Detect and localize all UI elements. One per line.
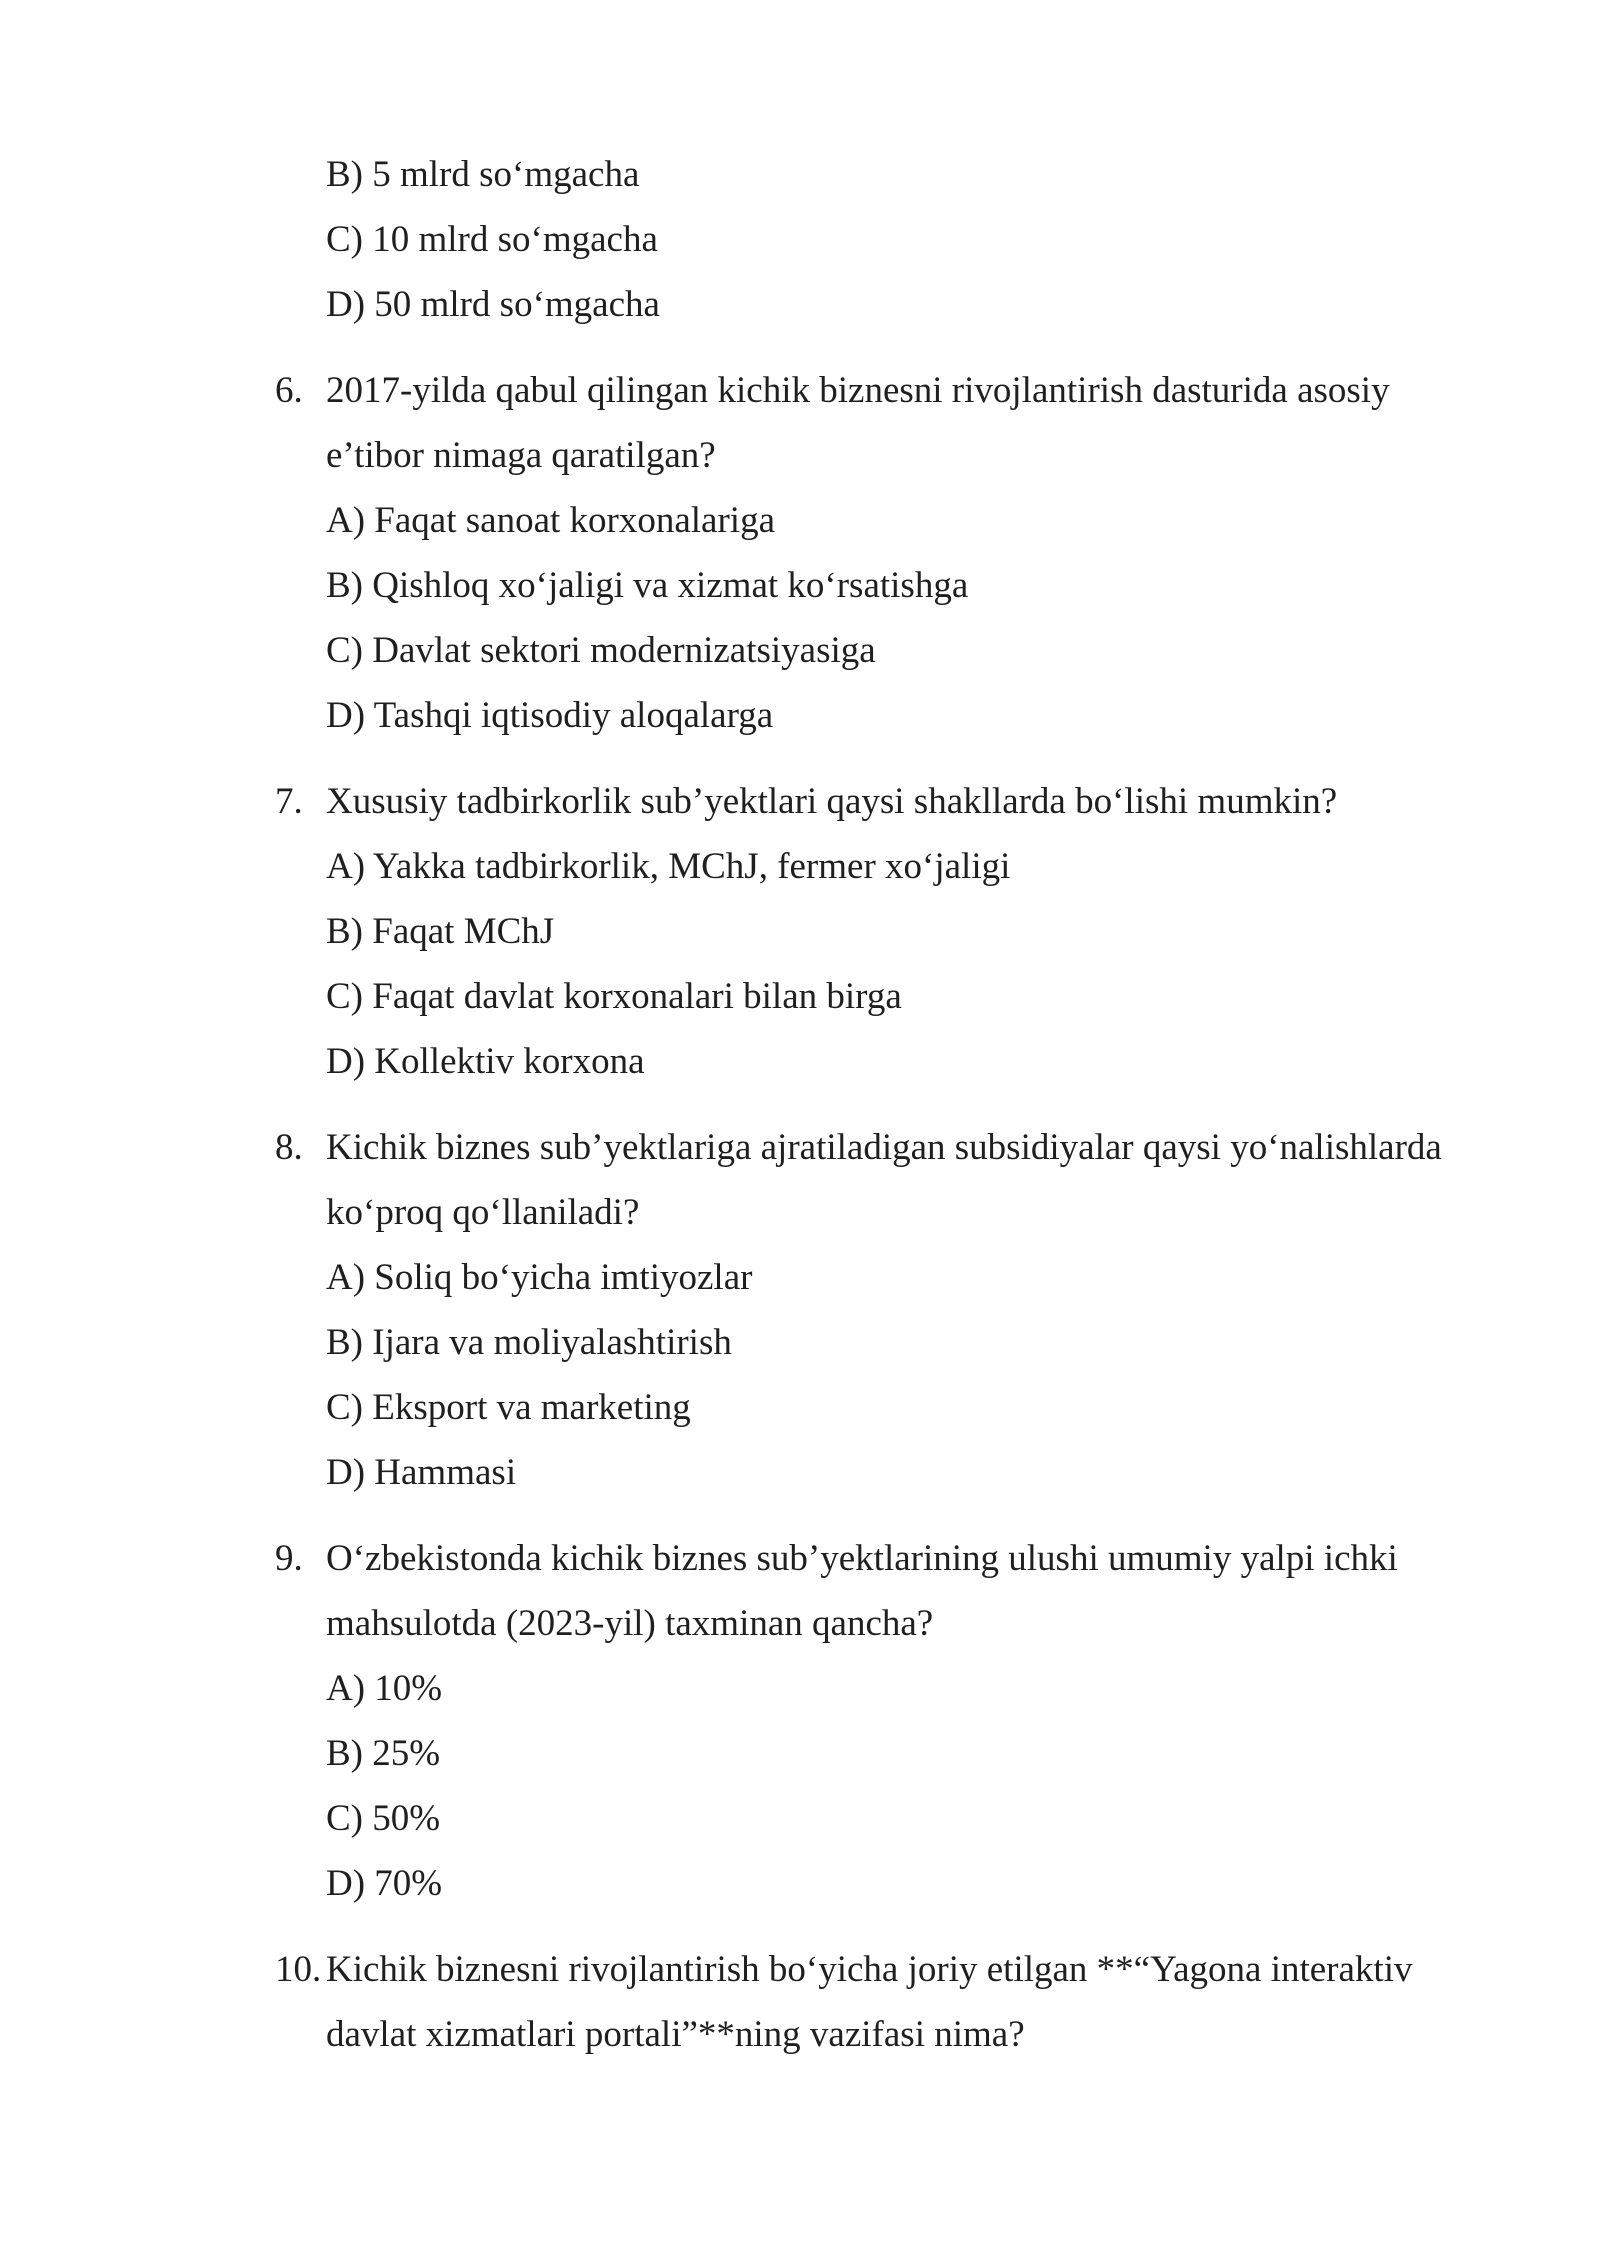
question-8: [275, 1115, 1486, 1505]
option: D) 50 mlrd so‘mgacha: [326, 284, 660, 325]
option: D) Tashqi iqtisodiy aloqalarga: [326, 695, 774, 736]
option: B) 5 mlrd so‘mgacha: [326, 154, 640, 195]
option: D) Hammasi: [326, 1452, 517, 1493]
option: A) Yakka tadbirkorlik, MChJ, fermer xo‘jaligi: [326, 846, 1011, 887]
question-6: [275, 358, 1486, 748]
question-text: Xususiy tadbirkorlik sub’yektlari qaysi shakllarda bo‘lishi mumkin?: [326, 781, 1338, 822]
question-10: [275, 1937, 1486, 2067]
option: D) Kollektiv korxona: [326, 1041, 645, 1082]
question-number: 8.: [275, 1127, 303, 1168]
option: B) Ijara va moliyalashtirish: [326, 1322, 732, 1363]
option: C) Eksport va marketing: [326, 1387, 691, 1428]
question-text: Kichik biznesni rivojlantirish bo‘yicha joriy etilgan **“Yagona interaktiv davlat xizmatlari portali”**ning vazifasi nima?: [326, 1949, 1413, 2055]
question-number: 9.: [275, 1538, 303, 1579]
option: C) Faqat davlat korxonalari bilan birga: [326, 976, 902, 1017]
question-number: 7.: [275, 781, 303, 822]
option: C) 50%: [326, 1798, 441, 1839]
question-number: 10.: [275, 1949, 322, 1990]
continued-options: [326, 142, 1486, 337]
question-text: Kichik biznes sub’yektlariga ajratiladigan subsidiyalar qaysi yo‘nalishlarda ko‘proq qo‘llaniladi?: [326, 1127, 1442, 1233]
option: A) Faqat sanoat korxonalariga: [326, 500, 775, 541]
option: B) 25%: [326, 1733, 441, 1774]
option: B) Faqat MChJ: [326, 911, 555, 952]
question-text: O‘zbekistonda kichik biznes sub’yektlarining ulushi umumiy yalpi ichki mahsulotda (2023-yil) taxminan qancha?: [326, 1538, 1398, 1644]
question-9: [275, 1526, 1486, 1916]
option: C) Davlat sektori modernizatsiyasiga: [326, 630, 876, 671]
question-number: 6.: [275, 370, 303, 411]
option: D) 70%: [326, 1863, 443, 1904]
option: A) 10%: [326, 1668, 443, 1709]
question-7: [275, 769, 1486, 1094]
option: B) Qishloq xo‘jaligi va xizmat ko‘rsatishga: [326, 565, 969, 606]
question-list: [275, 142, 1486, 2067]
option: A) Soliq bo‘yicha imtiyozlar: [326, 1257, 753, 1298]
question-text: 2017-yilda qabul qilingan kichik biznesni rivojlantirish dasturida asosiy e’tibor nimaga qaratilgan?: [326, 370, 1390, 476]
option: C) 10 mlrd so‘mgacha: [326, 219, 658, 260]
